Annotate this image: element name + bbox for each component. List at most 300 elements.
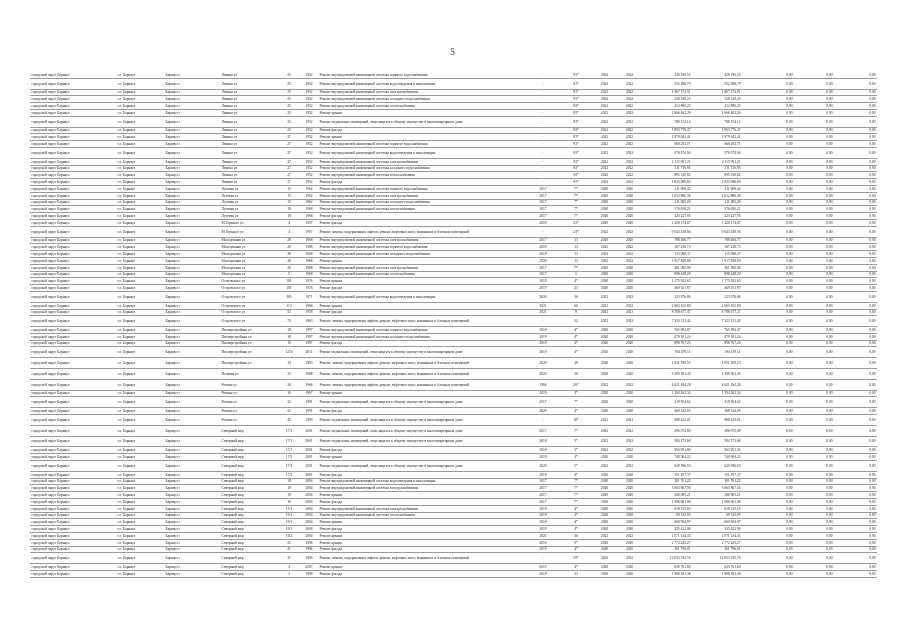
plan-year-cell: 2022 (592, 291, 617, 302)
budget-cell: 0,00 (742, 264, 794, 271)
total-cost-cell: 325 422,96 (642, 526, 692, 533)
total-cost-cell: 479 181,24 (642, 333, 692, 340)
work-description-cell: Ремонт внутридомовой инженерной системы холодного водоснабжения (318, 199, 526, 206)
house-cell: 18 (278, 333, 300, 340)
city-cell: Барнаул г (164, 271, 220, 278)
locality-cell: г.о. Барнаул (116, 127, 164, 134)
work-description-cell: Ремонт крыши (318, 454, 526, 461)
total-cost-cell: 576 050,21 (642, 206, 692, 213)
table-row (30, 533, 877, 540)
prev-repair-year-cell: 2018 (526, 251, 560, 258)
table-row (30, 165, 877, 172)
work-description-cell: Ремонт внутридомовой инженерной системы холодного водоснабжения (318, 165, 526, 172)
local-budget-cell: 0,00 (794, 358, 834, 369)
total-cost-cell: 788 154,12 (642, 116, 692, 127)
budget-cell: 0,00 (742, 244, 794, 251)
district-cell: городской округ Барнаул (30, 526, 116, 533)
city-cell: Барнаул г (164, 539, 220, 546)
total-cost-cell: 898 767,26 (642, 340, 692, 347)
owners-cell: 0,00 (834, 219, 877, 226)
plan-year-end-cell: 2020 (617, 333, 642, 340)
local-budget-cell: 0,00 (794, 134, 834, 141)
house-cell: 18 (278, 499, 300, 506)
owners-cell: 0,00 (834, 291, 877, 302)
wear-cell: 4* (560, 512, 592, 519)
district-cell: городской округ Барнаул (30, 147, 116, 158)
fund-cost-cell: 479 181,24 (692, 333, 742, 340)
prev-repair-year-cell: 2019 (526, 519, 560, 526)
budget-cell: 0,00 (742, 302, 794, 309)
plan-year-end-cell: 2022 (617, 72, 642, 78)
total-cost-cell: 660 904,97 (642, 519, 692, 526)
budget-cell: 0,00 (742, 408, 794, 415)
plan-year-end-cell: 2022 (617, 244, 642, 251)
wear-cell: 4* (560, 564, 592, 571)
total-cost-cell: 1 175 922,65 (642, 278, 692, 285)
house-cell: 15 (278, 185, 300, 192)
work-description-cell: Ремонт крыши (318, 564, 526, 571)
table-row (30, 316, 877, 327)
prev-repair-year-cell: 2017 (526, 213, 560, 220)
year-built-cell: 1996 (300, 539, 318, 546)
year-built-cell: 1998 (300, 571, 318, 578)
work-description-cell: Ремонт подвальных помещений, относящихся к общему имуществу в многоквартирном доме (318, 415, 526, 426)
year-built-cell: 1991 (300, 408, 318, 415)
year-built-cell: 2007 (300, 564, 318, 571)
total-cost-cell: 319 954,62 (642, 397, 692, 408)
total-cost-cell: 1 823 096,83 (642, 179, 692, 186)
house-cell: 28 (278, 237, 300, 244)
district-cell: городской округ Барнаул (30, 165, 116, 172)
locality-cell: г.о. Барнаул (116, 291, 164, 302)
budget-cell: 0,00 (742, 571, 794, 578)
local-budget-cell: 0,00 (794, 116, 834, 127)
table-row (30, 219, 877, 226)
district-cell: городской округ Барнаул (30, 109, 116, 116)
budget-cell: 0,00 (742, 78, 794, 89)
plan-year-cell: 2022 (592, 257, 617, 264)
wear-cell: 93* (560, 179, 592, 186)
prev-repair-year-cell: - (526, 109, 560, 116)
year-built-cell: 1952 (300, 141, 318, 148)
work-description-cell: Ремонт фасада (318, 219, 526, 226)
plan-year-end-cell: 2022 (617, 447, 642, 454)
plan-year-cell: 2020 (592, 278, 617, 285)
plan-year-cell: 2022 (592, 165, 617, 172)
budget-cell: 0,00 (742, 347, 794, 358)
plan-year-cell: 2020 (592, 478, 617, 485)
prev-repair-year-cell: - (526, 72, 560, 78)
fund-cost-cell: 201 761,22 (692, 478, 742, 485)
total-cost-cell: 1 420 174,87 (642, 219, 692, 226)
plan-year-cell: 2020 (592, 539, 617, 546)
owners-cell: 0,00 (834, 471, 877, 478)
fund-cost-cell: 1 917 828,80 (692, 257, 742, 264)
street-cell: Ленина ул (220, 158, 278, 165)
year-built-cell: 1968 (300, 213, 318, 220)
plan-year-cell: 2020 (592, 571, 617, 578)
total-cost-cell: 618 135,65 (642, 505, 692, 512)
wear-cell: 13 (560, 244, 592, 251)
street-cell: Ленина ул (220, 134, 278, 141)
owners-cell: 0,00 (834, 512, 877, 519)
budget-cell: 0,00 (742, 564, 794, 571)
fund-cost-cell: 898 448,20 (692, 271, 742, 278)
fund-cost-cell: 115 098,37 (692, 251, 742, 258)
prev-repair-year-cell: 2021 (526, 302, 560, 309)
plan-year-cell: 2022 (592, 436, 617, 447)
owners-cell: 0,00 (834, 415, 877, 426)
locality-cell: г.о. Барнаул (116, 244, 164, 251)
district-cell: городской округ Барнаул (30, 316, 116, 327)
house-cell: 101 (278, 278, 300, 285)
year-built-cell: 1968 (300, 244, 318, 251)
plan-year-cell: 2020 (592, 505, 617, 512)
plan-year-end-cell: 2020 (617, 285, 642, 292)
budget-cell: 0,00 (742, 499, 794, 506)
total-cost-cell: 223 976,86 (642, 291, 692, 302)
year-built-cell: 2004 (300, 533, 318, 540)
plan-year-end-cell: 2022 (617, 251, 642, 258)
locality-cell: г.о. Барнаул (116, 237, 164, 244)
work-description-cell: Ремонт фасада (318, 546, 526, 553)
district-cell: городской округ Барнаул (30, 251, 116, 258)
house-cell: 19/2 (278, 533, 300, 540)
work-description-cell: Ремонт фасада (318, 285, 526, 292)
work-description-cell: Ремонт, замена, модернизация лифтов, ремонт лифтовых шахт, машинных и блочных помещений (318, 553, 526, 564)
prev-repair-year-cell: 2017 (526, 499, 560, 506)
local-budget-cell: 0,00 (794, 141, 834, 148)
owners-cell: 0,00 (834, 185, 877, 192)
street-cell: Ленина ул (220, 165, 278, 172)
wear-cell: 23 (560, 571, 592, 578)
total-cost-cell: 568 324,85 (642, 408, 692, 415)
fund-cost-cell: 2 663 165,80 (692, 302, 742, 309)
street-cell: Островского ул (220, 291, 278, 302)
prev-repair-year-cell: 2017 (526, 485, 560, 492)
district-cell: городской округ Барнаул (30, 278, 116, 285)
prev-repair-year-cell: - (526, 127, 560, 134)
owners-cell: 0,00 (834, 340, 877, 347)
year-built-cell: 1971 (300, 291, 318, 302)
city-cell: Барнаул г (164, 219, 220, 226)
work-description-cell: Ремонт, замена, модернизация лифтов, ремонт лифтовых шахт, машинных и блочных помещений (318, 316, 526, 327)
owners-cell: 0,00 (834, 278, 877, 285)
total-cost-cell: 167 236,73 (642, 244, 692, 251)
house-cell: 16 (278, 390, 300, 397)
city-cell: Барнаул г (164, 564, 220, 571)
wear-cell: 5* (560, 461, 592, 472)
plan-year-cell: 2020 (592, 454, 617, 461)
work-description-cell: Ремонт внутридомовой инженерной системы электроснабжения (318, 264, 526, 271)
fund-cost-cell: 1 893 776,47 (692, 127, 742, 134)
budget-cell: 0,00 (742, 257, 794, 264)
city-cell: Барнаул г (164, 192, 220, 199)
total-cost-cell: 1 096 661,06 (642, 499, 692, 506)
locality-cell: г.о. Барнаул (116, 309, 164, 316)
year-built-cell: 1991 (300, 397, 318, 408)
plan-year-end-cell: 2022 (617, 379, 642, 390)
table-row (30, 309, 877, 316)
work-description-cell: Ремонт крыши (318, 257, 526, 264)
prev-repair-year-cell: - (526, 147, 560, 158)
year-built-cell: 1968 (300, 237, 318, 244)
plan-year-cell: 2020 (592, 237, 617, 244)
house-cell: 4 (278, 219, 300, 226)
prev-repair-year-cell: 2019 (526, 526, 560, 533)
house-cell: 21 (278, 546, 300, 553)
local-budget-cell: 0,00 (794, 471, 834, 478)
district-cell: городской округ Барнаул (30, 512, 116, 519)
street-cell: Северный мкр (220, 571, 278, 578)
street-cell: Молодежная ул (220, 264, 278, 271)
wear-cell: 4* (560, 454, 592, 461)
fund-cost-cell: 788 466,77 (692, 237, 742, 244)
street-cell: Молодежная ул (220, 271, 278, 278)
table-row (30, 340, 877, 347)
plan-year-cell: 2022 (592, 533, 617, 540)
wear-cell: 93* (560, 109, 592, 116)
plan-year-end-cell: 2022 (617, 147, 642, 158)
prev-repair-year-cell: 2018 (526, 244, 560, 251)
owners-cell: 0,00 (834, 147, 877, 158)
fund-cost-cell: 151 197,37 (692, 471, 742, 478)
total-cost-cell: 461 090,00 (642, 264, 692, 271)
table-row (30, 278, 877, 285)
prev-repair-year-cell: - (526, 89, 560, 96)
budget-cell: 0,00 (742, 327, 794, 334)
year-built-cell: 1957 (300, 226, 318, 237)
locality-cell: г.о. Барнаул (116, 415, 164, 426)
locality-cell: г.о. Барнаул (116, 134, 164, 141)
fund-cost-cell: 584 373,68 (692, 436, 742, 447)
fund-cost-cell: 635 761,80 (692, 564, 742, 571)
owners-cell: 0,00 (834, 116, 877, 127)
prev-repair-year-cell: 2019 (526, 340, 560, 347)
wear-cell: 4* (560, 340, 592, 347)
prev-repair-year-cell: 2018 (526, 219, 560, 226)
plan-year-end-cell: 2020 (617, 478, 642, 485)
table-row (30, 109, 877, 116)
local-budget-cell: 0,00 (794, 546, 834, 553)
street-cell: Северный мкр (220, 485, 278, 492)
table-row (30, 358, 877, 369)
table-row (30, 172, 877, 179)
fund-cost-cell: 668 292,71 (692, 141, 742, 148)
budget-cell: 0,00 (742, 199, 794, 206)
budget-cell: 0,00 (742, 539, 794, 546)
capital-repair-table (30, 72, 877, 578)
locality-cell: г.о. Барнаул (116, 347, 164, 358)
owners-cell: 0,00 (834, 165, 877, 172)
city-cell: Барнаул г (164, 397, 220, 408)
fund-cost-cell: 7 323 121,42 (692, 316, 742, 327)
owners-cell: 0,00 (834, 179, 877, 186)
wear-cell: 16* (560, 415, 592, 426)
city-cell: Барнаул г (164, 379, 220, 390)
plan-year-cell: 2020 (592, 185, 617, 192)
district-cell: городской округ Барнаул (30, 141, 116, 148)
plan-year-end-cell: 2020 (617, 454, 642, 461)
budget-cell: 0,00 (742, 358, 794, 369)
local-budget-cell: 0,00 (794, 397, 834, 408)
owners-cell: 0,00 (834, 251, 877, 258)
fund-cost-cell: 2 979 042,41 (692, 134, 742, 141)
budget-cell: 0,00 (742, 251, 794, 258)
city-cell: Барнаул г (164, 226, 220, 237)
fund-cost-cell: 268 085,21 (692, 492, 742, 499)
owners-cell: 0,00 (834, 96, 877, 103)
wear-cell: 7* (560, 192, 592, 199)
plan-year-end-cell: 2022 (617, 89, 642, 96)
year-built-cell: 1952 (300, 103, 318, 110)
wear-cell: 93* (560, 147, 592, 158)
locality-cell: г.о. Барнаул (116, 478, 164, 485)
year-built-cell: 1968 (300, 206, 318, 213)
total-cost-cell: 7 323 121,42 (642, 316, 692, 327)
city-cell: Барнаул г (164, 512, 220, 519)
year-built-cell: 1962 (300, 185, 318, 192)
prev-repair-year-cell: - (526, 96, 560, 103)
street-cell: Пионерстройная ул (220, 340, 278, 347)
total-cost-cell: 1 051 599,53 (642, 358, 692, 369)
house-cell: 27 (278, 141, 300, 148)
wear-cell: 4* (560, 408, 592, 415)
district-cell: городской округ Барнаул (30, 553, 116, 564)
table-row (30, 141, 877, 148)
work-description-cell: Ремонт, замена, модернизация лифтов, ремонт лифтовых шахт, машинных и блочных помещений (318, 369, 526, 380)
prev-repair-year-cell: 2021 (526, 533, 560, 540)
work-description-cell: Ремонт фасада (318, 526, 526, 533)
total-cost-cell: 898 448,20 (642, 271, 692, 278)
locality-cell: г.о. Барнаул (116, 199, 164, 206)
owners-cell: 0,00 (834, 158, 877, 165)
house-cell: 18 (278, 213, 300, 220)
work-description-cell: Ремонт внутридомовой инженерной системы теплоснабжения (318, 206, 526, 213)
year-built-cell: 1952 (300, 147, 318, 158)
fund-cost-cell: 1 394 362,34 (692, 390, 742, 397)
prev-repair-year-cell: 2019 (526, 454, 560, 461)
table-row (30, 116, 877, 127)
wear-cell: 4* (560, 390, 592, 397)
plan-year-cell: 2020 (592, 219, 617, 226)
plan-year-cell: 2020 (592, 340, 617, 347)
city-cell: Барнаул г (164, 251, 220, 258)
table-row (30, 251, 877, 258)
total-cost-cell: 2 115 991,21 (642, 158, 692, 165)
fund-cost-cell: 898 767,26 (692, 340, 742, 347)
budget-cell: 0,00 (742, 237, 794, 244)
plan-year-end-cell: 2022 (617, 302, 642, 309)
local-budget-cell: 0,00 (794, 447, 834, 454)
plan-year-cell: 2020 (592, 199, 617, 206)
house-cell: 127a (278, 347, 300, 358)
owners-cell: 0,00 (834, 492, 877, 499)
house-cell: 28 (278, 251, 300, 258)
locality-cell: г.о. Барнаул (116, 251, 164, 258)
year-built-cell: 1997 (300, 340, 318, 347)
street-cell: Северный мкр (220, 478, 278, 485)
fund-cost-cell: 319 954,62 (692, 397, 742, 408)
house-cell: 21 (278, 553, 300, 564)
plan-year-end-cell: 2020 (617, 408, 642, 415)
local-budget-cell: 0,00 (794, 219, 834, 226)
plan-year-cell: 2020 (592, 358, 617, 369)
house-cell: 27 (278, 172, 300, 179)
street-cell: Лучевая ул (220, 192, 278, 199)
table-row (30, 89, 877, 96)
total-cost-cell: 412 890,25 (642, 103, 692, 110)
district-cell: городской округ Барнаул (30, 291, 116, 302)
local-budget-cell: 0,00 (794, 340, 834, 347)
plan-year-end-cell: 2022 (617, 425, 642, 436)
city-cell: Барнаул г (164, 471, 220, 478)
total-cost-cell: 895 330,82 (642, 172, 692, 179)
locality-cell: г.о. Барнаул (116, 533, 164, 540)
table-row (30, 185, 877, 192)
street-cell: Островского ул (220, 278, 278, 285)
city-cell: Барнаул г (164, 257, 220, 264)
plan-year-cell: 2022 (592, 72, 617, 78)
district-cell: городской округ Барнаул (30, 271, 116, 278)
locality-cell: г.о. Барнаул (116, 165, 164, 172)
table-row (30, 127, 877, 134)
locality-cell: г.о. Барнаул (116, 316, 164, 327)
house-cell: 20 (278, 379, 300, 390)
year-built-cell: 1952 (300, 72, 318, 78)
work-description-cell: Ремонт внутридомовой инженерной системы холодного водоснабжения (318, 251, 526, 258)
locality-cell: г.о. Барнаул (116, 206, 164, 213)
budget-cell: 0,00 (742, 271, 794, 278)
city-cell: Барнаул г (164, 447, 220, 454)
year-built-cell: 1952 (300, 165, 318, 172)
plan-year-end-cell: 2020 (617, 185, 642, 192)
budget-cell: 0,00 (742, 127, 794, 134)
budget-cell: 0,00 (742, 369, 794, 380)
work-description-cell: Ремонт фасада (318, 127, 526, 134)
plan-year-end-cell: 2020 (617, 199, 642, 206)
owners-cell: 0,00 (834, 264, 877, 271)
plan-year-cell: 2022 (592, 251, 617, 258)
work-description-cell: Ремонт подвальных помещений, относящихся к общему имуществу в многоквартирном доме (318, 116, 526, 127)
district-cell: городской округ Барнаул (30, 264, 116, 271)
plan-year-cell: 2022 (592, 553, 617, 564)
work-description-cell: Ремонт крыши (318, 533, 526, 540)
year-built-cell: 2001 (300, 461, 318, 472)
fund-cost-cell: 568 324,85 (692, 408, 742, 415)
fund-cost-cell: 2 772 245,27 (692, 539, 742, 546)
locality-cell: г.о. Барнаул (116, 454, 164, 461)
street-cell: Ленина ул (220, 179, 278, 186)
table-row (30, 244, 877, 251)
plan-year-end-cell: 2022 (617, 436, 642, 447)
owners-cell: 0,00 (834, 89, 877, 96)
owners-cell: 0,00 (834, 285, 877, 292)
local-budget-cell: 0,00 (794, 553, 834, 564)
district-cell: городской округ Барнаул (30, 302, 116, 309)
district-cell: городской округ Барнаул (30, 485, 116, 492)
street-cell: Пионерстройная ул (220, 347, 278, 358)
locality-cell: г.о. Барнаул (116, 141, 164, 148)
fund-cost-cell: 9 643 338,56 (692, 226, 742, 237)
city-cell: Барнаул г (164, 134, 220, 141)
work-description-cell: Ремонт подвальных помещений, относящихся к общему имуществу в многоквартирном доме (318, 461, 526, 472)
local-budget-cell: 0,00 (794, 244, 834, 251)
prev-repair-year-cell: 2020 (526, 257, 560, 264)
table-row (30, 471, 877, 478)
city-cell: Барнаул г (164, 316, 220, 327)
table-row (30, 478, 877, 485)
